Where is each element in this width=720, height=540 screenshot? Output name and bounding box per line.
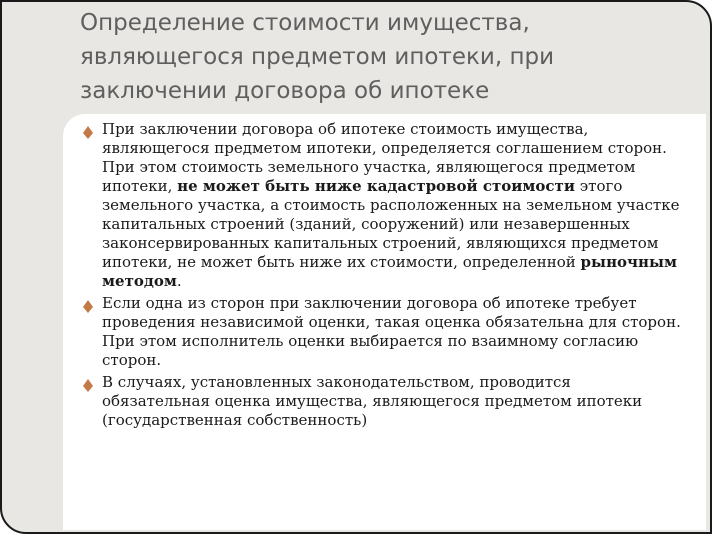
bullet-item-mandatory-appraisal <box>82 373 682 430</box>
bullet-text: Если одна из сторон при заключении договора об ипотеке требует проведения независимой оценки, такая оценка обязательна для сторон. При этом исполнитель оценки выбирается по взаимному согласию сторон. <box>102 294 681 369</box>
bullet-item-independent-appraisal <box>82 294 682 370</box>
bullet-text: этого земельного участка, а стоимость расположенных на земельном участке капитальных строений (зданий, сооружений) или незавершенных законсервированных капитальных строений, являющихся предметом ипотеки, не может быть ниже их стоимости, определенной <box>102 177 680 271</box>
orange-diamond-bullet-icon <box>83 300 93 307</box>
orange-diamond-bullet-icon <box>83 126 93 133</box>
orange-diamond-bullet-icon <box>83 379 93 386</box>
bullet-text: . <box>176 272 182 290</box>
bullet-emphasis-market-method: рыночным методом <box>102 253 678 290</box>
bullet-item-property-valuation <box>82 120 682 291</box>
bullet-list <box>82 120 682 433</box>
bullet-emphasis-cadastral: не может быть ниже кадастровой стоимости <box>177 177 575 195</box>
bullet-text: В случаях, установленных законодательством, проводится обязательная оценка имущества, являющегося предметом ипотеки (государственная собственность) <box>102 373 643 429</box>
bullet-text: При заключении договора об ипотеке стоимость имущества, являющегося предметом ипотеки, определяется соглашением сторон. При этом стоимость земельного участка, являющегося предметом ипотеки, <box>102 120 667 195</box>
slide-title: Определение стоимости имущества, являющегося предметом ипотеки, при заключении договора об ипотеке <box>80 10 555 104</box>
